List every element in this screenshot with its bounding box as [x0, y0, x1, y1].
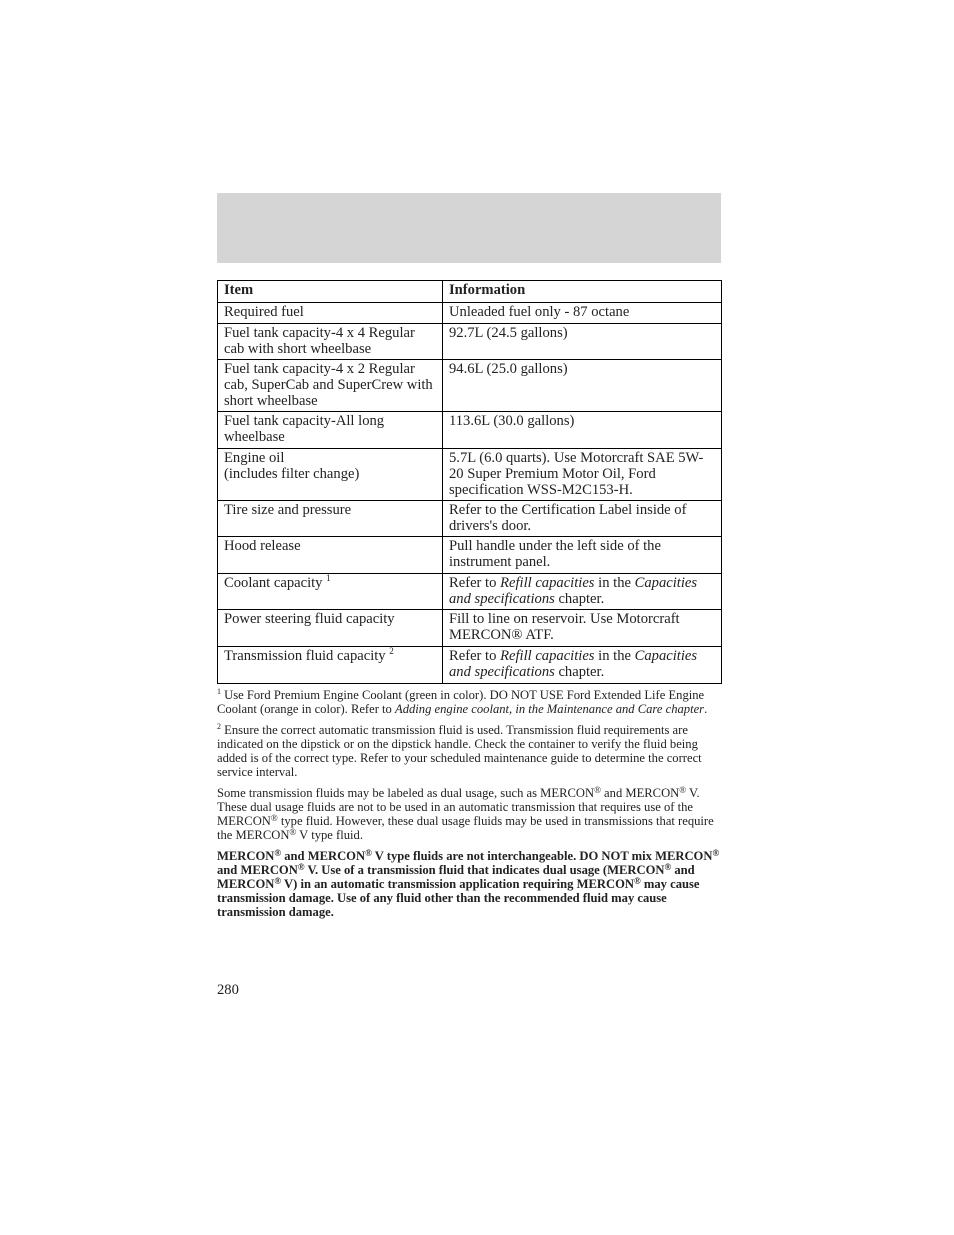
info-cell	[443, 647, 722, 684]
info-text: chapter.	[554, 664, 605, 680]
info-cell: 5.7L (6.0 quarts). Use Motorcraft SAE 5W-20 Super Premium Motor Oil, Ford specification WSS-M2C153-H.	[443, 449, 722, 501]
table-row	[218, 501, 722, 537]
table-row	[218, 360, 722, 412]
info-cell: Unleaded fuel only - 87 octane	[443, 303, 722, 324]
info-text: in the	[594, 575, 635, 591]
item-line: (includes filter change)	[224, 466, 360, 482]
warning-text: V type fluids are not interchangeable. DO NOT mix MERCON	[371, 849, 713, 863]
table-row	[218, 537, 722, 574]
chapter-header-band	[217, 193, 721, 263]
footnote-1	[217, 688, 723, 716]
registered-mark: ®	[289, 827, 297, 837]
table-row	[218, 610, 722, 647]
specifications-table	[217, 280, 722, 684]
info-cell: 92.7L (24.5 gallons)	[443, 324, 722, 360]
page-number: 280	[217, 982, 239, 998]
registered-mark: ®	[365, 848, 372, 858]
item-cell: Hood release	[218, 537, 443, 574]
dual-usage-paragraph	[217, 786, 723, 842]
table-row	[218, 574, 722, 610]
registered-mark: ®	[664, 862, 672, 872]
footnotes-section	[217, 688, 723, 926]
item-cell	[218, 647, 443, 684]
item-line: Engine oil	[224, 450, 285, 466]
column-header-information: Information	[443, 281, 722, 303]
info-text: in the	[594, 648, 635, 664]
item-cell: Fuel tank capacity-All long wheelbase	[218, 412, 443, 449]
warning-text: V. Use of a transmission fluid that indicates dual usage (MERCON	[304, 863, 665, 877]
info-text: chapter.	[554, 591, 605, 607]
footnote-2	[217, 723, 723, 779]
footnote-marker: 2	[389, 646, 394, 656]
warning-text: V) in an automatic transmission application requiring MERCON	[281, 877, 634, 891]
paragraph-text: V. These dual usage fluids are not to be used in an automatic transmission that requires use of the MERCON	[217, 786, 700, 828]
footnote-text: .	[704, 702, 708, 716]
item-cell	[218, 449, 443, 501]
item-text: Coolant capacity	[224, 575, 323, 591]
info-cell: Fill to line on reservoir. Use Motorcraft MERCON® ATF.	[443, 610, 722, 647]
table-row	[218, 647, 722, 684]
item-text: Transmission fluid capacity	[224, 648, 386, 664]
info-cell: 113.6L (30.0 gallons)	[443, 412, 722, 449]
registered-mark: ®	[634, 876, 641, 886]
warning-text: may cause transmission damage. Use of any fluid other than the recommended fluid may cause transmission damage.	[217, 877, 700, 919]
warning-text: and MERCON	[281, 849, 366, 863]
info-reference: Refill capacities	[500, 648, 595, 664]
registered-mark: ®	[679, 785, 687, 795]
paragraph-text: Some transmission fluids may be labeled as dual usage, such as MERCON	[217, 786, 595, 800]
footnote-marker: 1	[217, 687, 221, 696]
footnote-reference: Adding engine coolant, in the Maintenance and Care chapter	[395, 702, 705, 716]
item-cell: Fuel tank capacity-4 x 4 Regular cab with short wheelbase	[218, 324, 443, 360]
warning-paragraph	[217, 849, 723, 919]
info-reference: Capacities and specifications	[449, 648, 698, 680]
footnote-marker: 1	[326, 573, 331, 583]
info-reference: Capacities and specifications	[449, 575, 698, 607]
info-cell: 94.6L (25.0 gallons)	[443, 360, 722, 412]
table-row	[218, 449, 722, 501]
registered-mark: ®	[274, 848, 282, 858]
info-text: Refer to	[449, 575, 501, 591]
registered-mark: ®	[297, 862, 305, 872]
table-row	[218, 412, 722, 449]
warning-text: and MERCON	[217, 863, 298, 877]
registered-mark: ®	[274, 876, 282, 886]
paragraph-text: type fluid. However, these dual usage fluids may be used in transmissions that require the MERCON	[217, 814, 714, 842]
item-cell: Power steering fluid capacity	[218, 610, 443, 647]
paragraph-text: and MERCON	[600, 786, 680, 800]
item-cell: Required fuel	[218, 303, 443, 324]
footnote-text: Ensure the correct automatic transmission fluid is used. Transmission fluid requirements are indicated on the dipstick or on the dipstick handle. Check the container to verify the fluid being added is of the correct type. Refer to your scheduled maintenance guide to determine the correct service interval.	[217, 723, 702, 779]
table-header-row	[218, 281, 722, 303]
paragraph-text: V type fluid.	[296, 828, 363, 842]
table-row	[218, 303, 722, 324]
footnote-text: Use Ford Premium Engine Coolant (green in color). DO NOT USE Ford Extended Life Engine Coolant (orange in color). Refer to	[217, 688, 705, 716]
footnote-marker: 2	[217, 722, 221, 731]
registered-mark: ®	[594, 785, 601, 795]
warning-text: MERCON	[217, 849, 275, 863]
item-cell: Fuel tank capacity-4 x 2 Regular cab, SuperCab and SuperCrew with short wheelbase	[218, 360, 443, 412]
registered-mark: ®	[270, 813, 278, 823]
item-cell: Tire size and pressure	[218, 501, 443, 537]
info-cell: Refer to the Certification Label inside of drivers's door.	[443, 501, 722, 537]
table-row	[218, 324, 722, 360]
info-cell: Pull handle under the left side of the instrument panel.	[443, 537, 722, 574]
info-text: Refer to	[449, 648, 501, 664]
item-cell	[218, 574, 443, 610]
info-reference: Refill capacities	[500, 575, 595, 591]
registered-mark: ®	[712, 848, 720, 858]
warning-text: and MERCON	[217, 863, 695, 891]
info-cell	[443, 574, 722, 610]
column-header-item: Item	[218, 281, 443, 303]
